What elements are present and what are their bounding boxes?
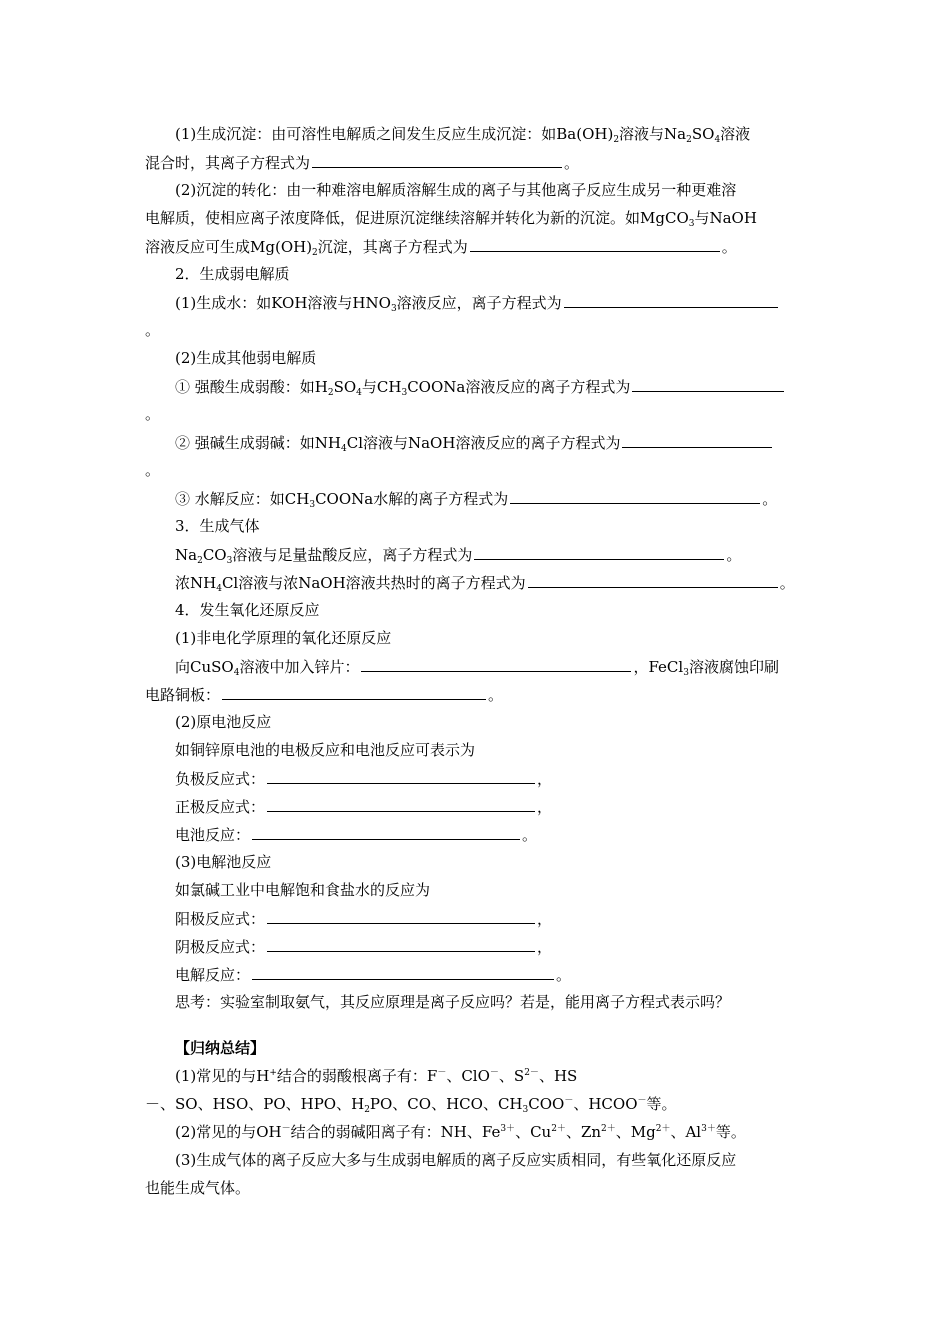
text-line: 电路铜板： 。 — [145, 686, 504, 704]
text-line: 混合时，其离子方程式为 。 — [145, 154, 580, 172]
text-line: ① 强酸生成弱酸：如$H_2SO_4$与$CH_3COONa$溶液反应的离子方程式为 — [175, 376, 840, 397]
text-line: (2)生成其他弱电解质 — [175, 349, 317, 367]
answer-blank[interactable] — [267, 768, 535, 784]
text-line: (2)原电池反应 — [175, 713, 272, 731]
text-line: 电解质，使相应离子浓度降低，促进原沉淀继续溶解并转化为新的沉淀。如MgCO$_3$与NaOH — [145, 209, 757, 229]
section-heading: 2．生成弱电解质 — [175, 265, 290, 283]
answer-blank[interactable] — [474, 544, 724, 560]
summary-heading: 【归纳总结】 — [175, 1039, 266, 1057]
text-line: (2)常见的与OH－结合的弱碱阳离子有：NH、$Fe^{3+}$、$Cu^{2+}$、$Zn^{2+}$、$Mg^{2+}$、$Al^{3+}$等。 — [175, 1123, 746, 1141]
answer-blank[interactable] — [632, 376, 784, 392]
text-line: (1)常见的与H+结合的弱酸根离子有：F－、ClO－、$S^{2-}$、HS — [175, 1067, 578, 1085]
answer-blank[interactable] — [267, 936, 535, 952]
answer-blank[interactable] — [564, 292, 778, 308]
text-line: 如铜锌原电池的电极反应和电池反应可表示为 — [175, 741, 476, 759]
text-line: 。 — [145, 405, 161, 423]
text-line: 浓$NH_4Cl$溶液与浓NaOH溶液共热时的离子方程式为 。 — [175, 574, 795, 594]
text-line: ③ 水解反应：如$CH_3COONa$水解的离子方程式为 。 — [175, 490, 778, 510]
text-line: 电解反应： 。 — [175, 966, 572, 984]
text-line: 阴极反应式： ， — [175, 938, 553, 956]
text-line: (1)非电化学原理的氧化还原反应 — [175, 629, 392, 647]
text-line: (3)电解池反应 — [175, 853, 272, 871]
section-heading: 4．发生氧化还原反应 — [175, 601, 320, 619]
text-line: (2)沉淀的转化：由一种难溶电解质溶解生成的离子与其他离子反应生成另一种更难溶 — [175, 181, 737, 199]
text-line: 。 — [145, 321, 161, 339]
section-heading: 3．生成气体 — [175, 517, 260, 535]
answer-blank[interactable] — [622, 432, 772, 448]
text-line: 溶液反应可生成$Mg(OH)_2$沉淀，其离子方程式为 。 — [145, 238, 737, 258]
answer-blank[interactable] — [252, 824, 520, 840]
text-line: $Na_2CO_3$溶液与足量盐酸反应，离子方程式为 。 — [175, 546, 742, 566]
answer-blank[interactable] — [222, 684, 486, 700]
answer-blank[interactable] — [510, 488, 760, 504]
answer-blank[interactable] — [312, 152, 562, 168]
answer-blank[interactable] — [267, 908, 535, 924]
text-line: (3)生成气体的离子反应大多与生成弱电解质的离子反应实质相同，有些氧化还原反应 — [175, 1151, 737, 1169]
text-line: 。 — [145, 461, 161, 479]
text-line: 电池反应： 。 — [175, 826, 538, 844]
answer-blank[interactable] — [361, 656, 631, 672]
text-line: 负极反应式： ， — [175, 770, 553, 788]
text-line: 思考：实验室制取氨气，其反应原理是离子反应吗？若是，能用离子方程式表示吗？ — [175, 993, 731, 1011]
answer-blank[interactable] — [528, 572, 778, 588]
text-line: 正极反应式： ， — [175, 798, 553, 816]
answer-blank[interactable] — [252, 964, 554, 980]
text-line: 也能生成气体。 — [145, 1179, 251, 1197]
text-line: (1)生成沉淀：由可溶性电解质之间发生反应生成沉淀：如$Ba(OH)_2$溶液与$Na_2SO_4$溶液 — [175, 125, 751, 145]
answer-blank[interactable] — [470, 236, 720, 252]
text-line: ② 强碱生成弱碱：如$NH_4Cl$溶液与NaOH溶液反应的离子方程式为 — [175, 432, 840, 453]
text-line: 如氯碱工业中电解饱和食盐水的反应为 — [175, 881, 431, 899]
text-line: 阳极反应式： ， — [175, 910, 553, 928]
text-line: 向CuSO$_4$溶液中加入锌片： ，FeCl$_3$溶液腐蚀印刷 — [175, 658, 779, 678]
text-line: －、SO、HSO、PO、HPO、$H_2PO$、CO、HCO、$CH_3COO^-$、HCOO－等。 — [145, 1095, 677, 1115]
answer-blank[interactable] — [267, 796, 535, 812]
text-line: (1)生成水：如KOH溶液与$HNO_3$溶液反应，离子方程式为 — [175, 292, 840, 313]
